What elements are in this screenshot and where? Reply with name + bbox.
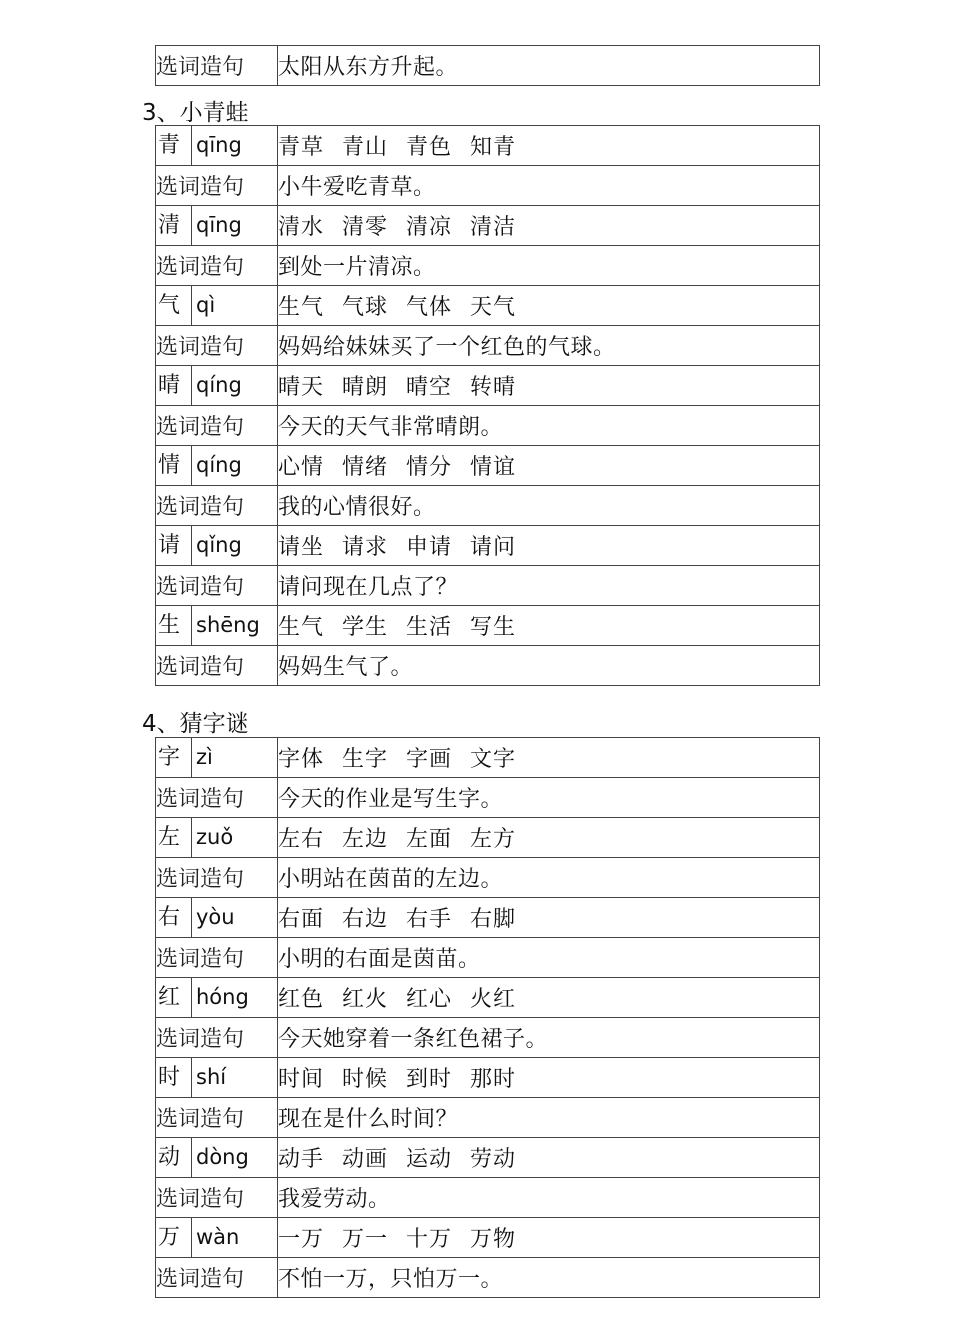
char-cell [156,978,278,1018]
vocab-table [155,125,820,686]
sentence-label: 选词造句 [156,858,278,898]
table-row [156,1018,820,1058]
sentence-label: 选词造句 [156,1018,278,1058]
char-cell [156,286,278,326]
example-sentence: 今天的天气非常晴朗。 [278,406,820,446]
sentence-label: 选词造句 [156,1178,278,1218]
word-list: 动手 动画 运动 劳动 [278,1138,820,1178]
table-row [156,1098,820,1138]
example-sentence: 今天的作业是写生字。 [278,778,820,818]
sentence-label: 选词造句 [156,406,278,446]
table-row [156,566,820,606]
sentence-label: 选词造句 [156,166,278,206]
word-list: 红色 红火 红心 火红 [278,978,820,1018]
word-list: 时间 时候 到时 那时 [278,1058,820,1098]
pinyin: wàn [196,1225,240,1249]
word-list: 右面 右边 右手 右脚 [278,898,820,938]
example-sentence: 妈妈给妹妹买了一个红色的气球。 [278,326,820,366]
word-list: 清水 清零 清凉 清洁 [278,206,820,246]
sentence-label: 选词造句 [156,1258,278,1298]
carryover-table [155,45,820,86]
example-sentence: 不怕一万，只怕万一。 [278,1258,820,1298]
table-row [156,166,820,206]
character: 时 [156,1058,192,1097]
pinyin: qíng [196,373,242,397]
character: 晴 [156,366,192,405]
character: 右 [156,898,192,937]
example-sentence: 今天她穿着一条红色裙子。 [278,1018,820,1058]
character: 生 [156,606,192,645]
table-row [156,206,820,246]
char-cell [156,1138,278,1178]
pinyin: hóng [196,985,249,1009]
pinyin: yòu [196,905,235,929]
character: 万 [156,1218,192,1257]
sentence-label: 选词造句 [156,486,278,526]
sentence-label: 选词造句 [156,46,278,86]
table-row [156,1138,820,1178]
table-row [156,858,820,898]
pinyin: qíng [196,453,242,477]
pinyin: qì [196,293,216,317]
word-list: 生气 学生 生活 写生 [278,606,820,646]
sentence-label: 选词造句 [156,246,278,286]
pinyin: qīng [196,133,242,157]
table-row [156,486,820,526]
word-list: 青草 青山 青色 知青 [278,126,820,166]
table-row [156,286,820,326]
pinyin: zuǒ [196,825,234,849]
pinyin: dòng [196,1145,249,1169]
table-row [156,1258,820,1298]
word-list: 请坐 请求 申请 请问 [278,526,820,566]
table-row [156,1058,820,1098]
table-row [156,1218,820,1258]
example-sentence: 妈妈生气了。 [278,646,820,686]
example-sentence: 小明站在茵苗的左边。 [278,858,820,898]
example-sentence: 我的心情很好。 [278,486,820,526]
example-sentence: 请问现在几点了？ [278,566,820,606]
char-cell [156,606,278,646]
section-title: 3、小青蛙 [142,100,249,126]
character: 请 [156,526,192,565]
example-sentence: 我爱劳动。 [278,1178,820,1218]
char-cell [156,446,278,486]
char-cell [156,526,278,566]
example-sentence: 小明的右面是茵苗。 [278,938,820,978]
table-row [156,1178,820,1218]
pinyin: qīng [196,213,242,237]
character: 左 [156,818,192,857]
sentence-label: 选词造句 [156,646,278,686]
character: 青 [156,126,192,165]
sentence-label: 选词造句 [156,778,278,818]
pinyin: qǐng [196,533,242,557]
table-row [156,246,820,286]
character: 红 [156,978,192,1017]
character: 清 [156,206,192,245]
char-cell [156,1218,278,1258]
example-sentence: 到处一片清凉。 [278,246,820,286]
table-row [156,898,820,938]
pinyin: shí [196,1065,227,1089]
table-row [156,938,820,978]
example-sentence: 太阳从东方升起。 [278,46,820,86]
table-row [156,446,820,486]
table-row [156,326,820,366]
table-row [156,406,820,446]
sentence-label: 选词造句 [156,938,278,978]
table-row [156,46,820,86]
table-row [156,818,820,858]
char-cell [156,366,278,406]
character: 字 [156,738,192,777]
sentence-label: 选词造句 [156,326,278,366]
section-title: 4、猜字谜 [142,711,249,737]
char-cell [156,818,278,858]
word-list: 心情 情绪 情分 情谊 [278,446,820,486]
example-sentence: 现在是什么时间？ [278,1098,820,1138]
table-row [156,366,820,406]
table-row [156,606,820,646]
character: 气 [156,286,192,325]
table-row [156,526,820,566]
word-list: 字体 生字 字画 文字 [278,738,820,778]
word-list: 生气 气球 气体 天气 [278,286,820,326]
table-row [156,778,820,818]
word-list: 晴天 晴朗 晴空 转晴 [278,366,820,406]
table-row [156,126,820,166]
word-list: 一万 万一 十万 万物 [278,1218,820,1258]
table-row [156,646,820,686]
table-row [156,978,820,1018]
char-cell [156,206,278,246]
character: 动 [156,1138,192,1177]
character: 情 [156,446,192,485]
pinyin: shēng [196,613,260,637]
char-cell [156,738,278,778]
pinyin: zì [196,745,213,769]
sentence-label: 选词造句 [156,566,278,606]
word-list: 左右 左边 左面 左方 [278,818,820,858]
vocab-table [155,737,820,1298]
char-cell [156,126,278,166]
example-sentence: 小牛爱吃青草。 [278,166,820,206]
sentence-label: 选词造句 [156,1098,278,1138]
char-cell [156,898,278,938]
table-row [156,738,820,778]
char-cell [156,1058,278,1098]
